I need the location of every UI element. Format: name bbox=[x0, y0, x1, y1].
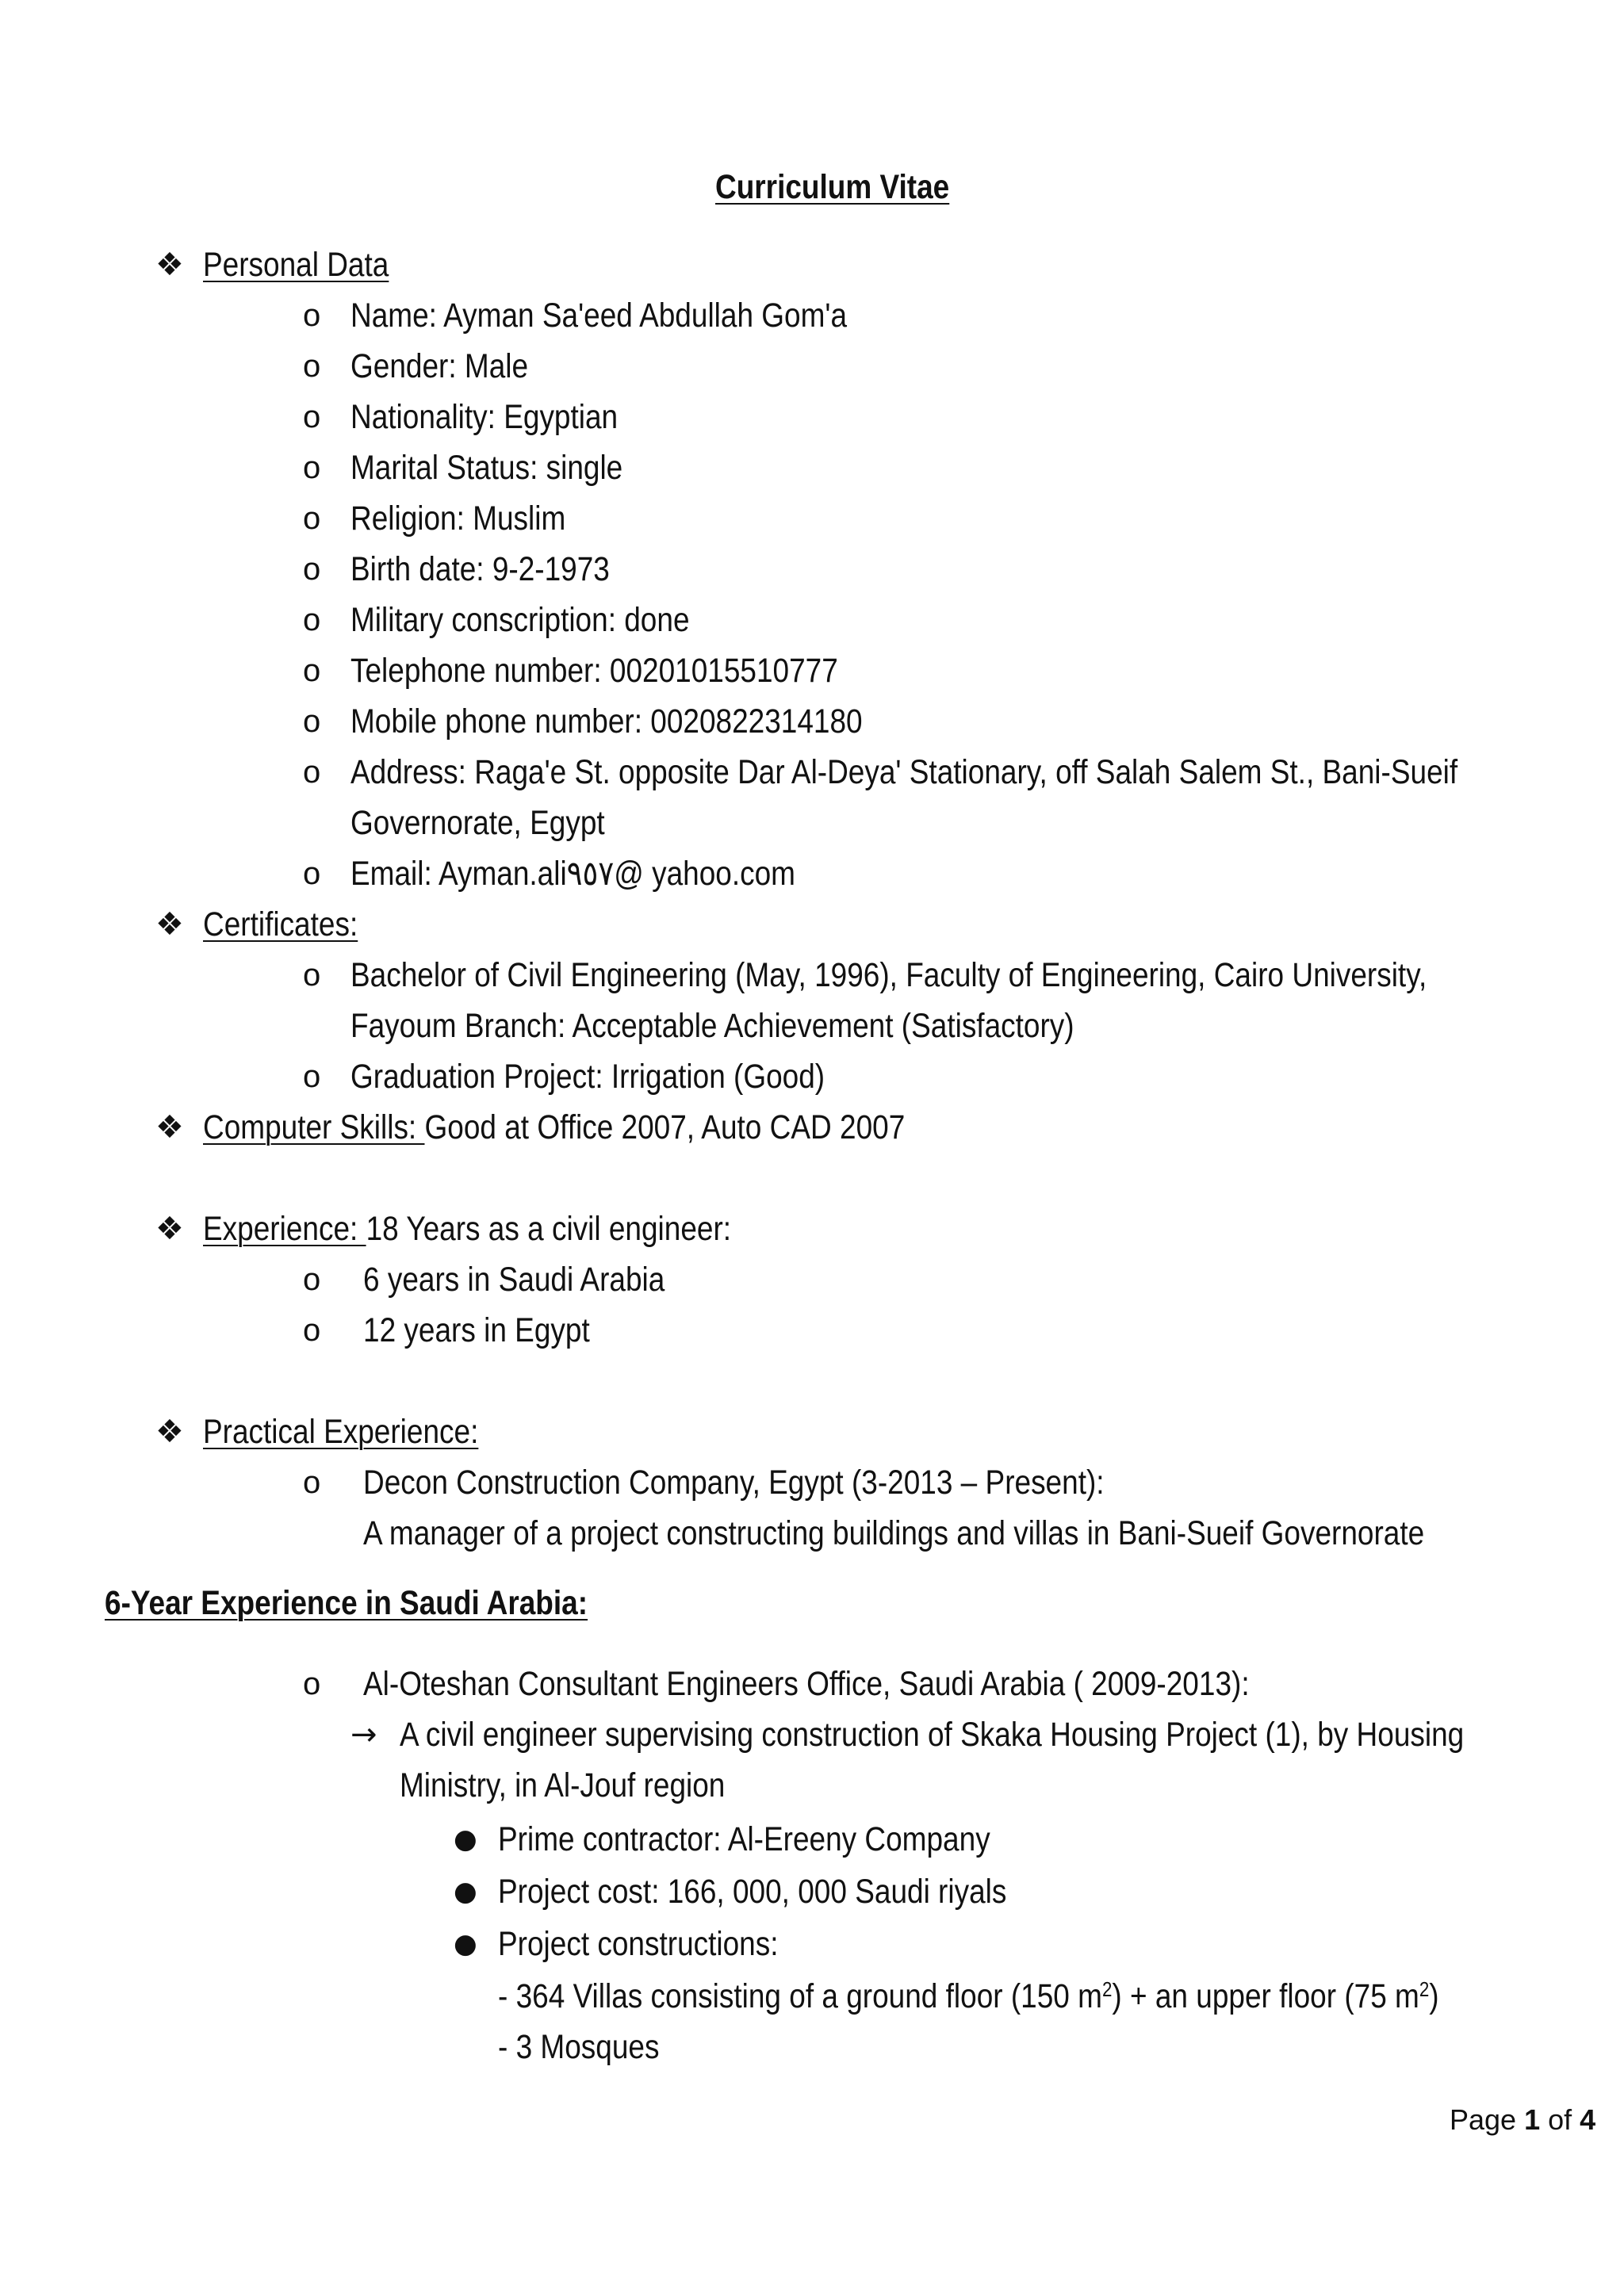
computer-skills-text: Good at Office 2007, Auto CAD 2007 bbox=[424, 1108, 906, 1146]
saudi-mosques: - 3 Mosques bbox=[498, 2028, 660, 2066]
circle-bullet-icon: o bbox=[303, 1667, 321, 1701]
personal-nationality: Nationality: Egyptian bbox=[350, 398, 619, 436]
section-heading-certificates: Certificates: bbox=[203, 905, 358, 943]
personal-military: Military conscription: done bbox=[350, 601, 690, 639]
circle-bullet-icon: o bbox=[303, 603, 321, 637]
footer-page-total: 4 bbox=[1580, 2103, 1596, 2136]
villas-text-c: ) bbox=[1429, 1977, 1439, 2015]
circle-bullet-icon: o bbox=[303, 704, 321, 739]
practical-description: A manager of a project constructing buildings and villas in Bani-Sueif Governorate bbox=[363, 1514, 1425, 1552]
circle-bullet-icon: o bbox=[303, 349, 321, 384]
experience-text: 18 Years as a civil engineer: bbox=[366, 1210, 732, 1248]
right-arrow-icon: → bbox=[350, 1716, 377, 1753]
experience-line bbox=[203, 1203, 731, 1254]
saudi-constructions-label: Project constructions: bbox=[498, 1925, 779, 1963]
circle-bullet-icon: o bbox=[303, 1262, 321, 1297]
footer-page-number: 1 bbox=[1524, 2103, 1541, 2136]
footer-page-label: Page bbox=[1450, 2103, 1525, 2136]
section-heading-computer-skills: Computer Skills: bbox=[203, 1108, 425, 1146]
superscript-2: 2 bbox=[1101, 1977, 1113, 2001]
section-heading-personal: Personal Data bbox=[203, 246, 389, 284]
circle-bullet-icon: o bbox=[303, 552, 321, 587]
circle-bullet-icon: o bbox=[303, 450, 321, 485]
personal-marital-status: Marital Status: single bbox=[350, 449, 623, 487]
diamond-bullet-icon: ❖ bbox=[155, 247, 184, 283]
dot-bullet-icon: ● bbox=[454, 1823, 477, 1855]
dot-bullet-icon: ● bbox=[454, 1928, 477, 1960]
computer-skills-line bbox=[203, 1102, 905, 1153]
circle-bullet-icon: o bbox=[303, 1059, 321, 1094]
personal-email: Email: Ayman.ali٩٥٧@ yahoo.com bbox=[350, 855, 795, 893]
certificate-bachelor: Bachelor of Civil Engineering (May, 1996), Faculty of Engineering, Cairo University, bbox=[350, 956, 1427, 994]
circle-bullet-icon: o bbox=[303, 1465, 321, 1500]
circle-bullet-icon: o bbox=[303, 958, 321, 993]
page-footer bbox=[1450, 2101, 1595, 2139]
saudi-cost: Project cost: 166, 000, 000 Saudi riyals bbox=[498, 1873, 1007, 1911]
experience-egypt: 12 years in Egypt bbox=[363, 1311, 590, 1349]
circle-bullet-icon: o bbox=[303, 653, 321, 688]
personal-birth-date: Birth date: 9-2-1973 bbox=[350, 550, 610, 588]
section-heading-experience: Experience: bbox=[203, 1210, 366, 1248]
experience-saudi: 6 years in Saudi Arabia bbox=[363, 1261, 665, 1299]
certificate-bachelor-cont: Fayoum Branch: Acceptable Achievement (Satisfactory) bbox=[350, 1007, 1074, 1045]
diamond-bullet-icon: ❖ bbox=[155, 1211, 184, 1247]
circle-bullet-icon: o bbox=[303, 856, 321, 891]
saudi-villas bbox=[498, 1971, 1439, 2022]
diamond-bullet-icon: ❖ bbox=[155, 906, 184, 943]
circle-bullet-icon: o bbox=[303, 755, 321, 790]
personal-gender: Gender: Male bbox=[350, 347, 529, 385]
saudi-role: A civil engineer supervising construction of Skaka Housing Project (1), by Housing bbox=[400, 1716, 1465, 1754]
personal-address-cont: Governorate, Egypt bbox=[350, 804, 605, 842]
practical-company: Decon Construction Company, Egypt (3-2013 – Present): bbox=[363, 1464, 1105, 1502]
circle-bullet-icon: o bbox=[303, 298, 321, 333]
dot-bullet-icon: ● bbox=[454, 1876, 477, 1908]
superscript-2: 2 bbox=[1419, 1977, 1430, 2001]
diamond-bullet-icon: ❖ bbox=[155, 1109, 184, 1146]
personal-religion: Religion: Muslim bbox=[350, 499, 566, 538]
saudi-office: Al-Oteshan Consultant Engineers Office, Saudi Arabia ( 2009-2013): bbox=[363, 1665, 1250, 1703]
certificate-graduation-project: Graduation Project: Irrigation (Good) bbox=[350, 1058, 825, 1096]
saudi-contractor: Prime contractor: Al-Ereeny Company bbox=[498, 1820, 990, 1858]
circle-bullet-icon: o bbox=[303, 1313, 321, 1348]
villas-text-b: ) + an upper floor (75 m bbox=[1112, 1977, 1419, 2015]
personal-telephone: Telephone number: 00201015510777 bbox=[350, 652, 838, 690]
personal-mobile: Mobile phone number: 0020822314180 bbox=[350, 702, 863, 740]
section-heading-practical: Practical Experience: bbox=[203, 1413, 479, 1451]
page-title: Curriculum Vitae bbox=[715, 168, 950, 206]
circle-bullet-icon: o bbox=[303, 501, 321, 536]
villas-text-a: - 364 Villas consisting of a ground floor (150 m bbox=[498, 1977, 1102, 2015]
footer-of-label: of bbox=[1540, 2103, 1580, 2136]
personal-address: Address: Raga'e St. opposite Dar Al-Deya' Stationary, off Salah Salem St., Bani-Sueif bbox=[350, 753, 1458, 791]
personal-name: Name: Ayman Sa'eed Abdullah Gom'a bbox=[350, 297, 848, 335]
circle-bullet-icon: o bbox=[303, 400, 321, 434]
saudi-role-cont: Ministry, in Al-Jouf region bbox=[400, 1766, 726, 1804]
diamond-bullet-icon: ❖ bbox=[155, 1414, 184, 1450]
section-heading-saudi: 6-Year Experience in Saudi Arabia: bbox=[105, 1584, 588, 1622]
